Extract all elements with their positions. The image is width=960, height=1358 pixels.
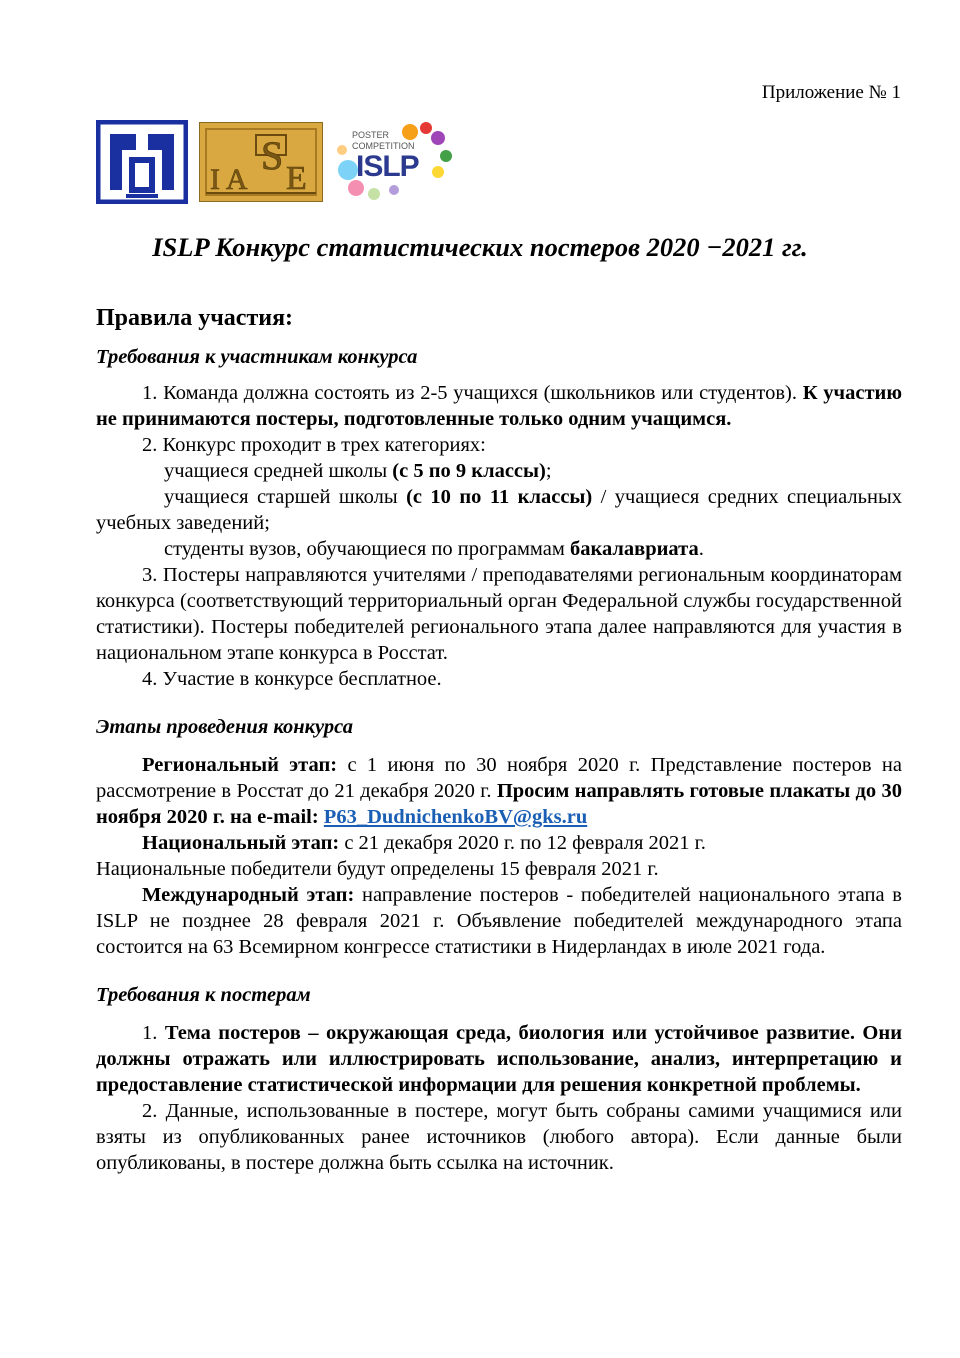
poster-requirement-1: 1. Тема постеров – окружающая среда, биология или устойчивое развитие. Они должны отражать или иллюстрировать использование, анализ, интерпретацию и предоставление статистической информации для решения конкретной проблемы. [96, 1022, 902, 1096]
svg-text:E: E [286, 160, 307, 197]
email-link[interactable]: P63_DudnichenkoBV@gks.ru [323, 806, 588, 828]
iase-logo [199, 122, 323, 202]
international-stage: Международный этап: направление постеров - победителей национального этапа в ISLP не позднее 28 февраля 2021 г. Объявление победителей международного этапа состоится на 63 Всемирном конгрессе статистики в Нидерландах в июле 2021 года. [96, 884, 902, 958]
appendix-label: Приложение № 1 [761, 82, 901, 103]
participants-item-2: 2. Конкурс проходит в трех категориях: [142, 434, 486, 456]
category-1: учащиеся средней школы (с 5 по 9 классы); [164, 460, 552, 482]
isi-logo [96, 120, 188, 204]
national-stage: Национальный этап: с 21 декабря 2020 г. по 12 февраля 2021 г. [142, 832, 706, 854]
poster-requirement-2: 2. Данные, использованные в постере, могут быть собраны самими учащимися или взяты из опубликованных ранее источников (любого автора). Если данные были опубликованы, в постере должна быть ссылка на источник. [96, 1100, 903, 1174]
islp-logo-caption: POSTER COMPETITION [352, 130, 415, 151]
document-body [96, 302, 902, 1176]
participants-item-1: 1. Команда должна состоять из 2-5 учащихся (школьников или студентов). К участию не принимаются постеры, подготовленные только одним учащимся. [96, 382, 903, 430]
regional-stage: Региональный этап: с 1 июня по 30 ноября 2020 г. Представление постеров на рассмотрение в Росстат до 21 декабря 2020 г. Просим направлять готовые плакаты до 30 ноября 2020 г. на e-mail: P63_DudnichenkoBV@gks.ru [96, 754, 902, 828]
islp-logo-text: ISLP [356, 150, 419, 183]
category-2: учащиеся старшей школы (с 10 по 11 классы) / учащиеся средних специальных учебных заведений; [96, 486, 902, 534]
stages-heading: Этапы проведения конкурса [96, 716, 353, 738]
participants-item-3: 3. Постеры направляются учителями / преподавателями региональным координаторам конкурса (соответствующий территориальный орган Федеральной службы государственной статистики). Постеры победителей регионального этапа далее направляются для участия в национальном этапе конкурса в Росстат. [96, 564, 903, 664]
category-3: студенты вузов, обучающиеся по программам бакалавриата. [164, 538, 704, 560]
svg-text:I A: I A [210, 163, 248, 196]
participants-heading: Требования к участникам конкурса [96, 346, 418, 368]
poster-requirements-heading: Требования к постерам [96, 984, 311, 1006]
national-winners: Национальные победители будут определены 15 февраля 2021 г. [96, 858, 659, 880]
svg-text:S: S [261, 133, 284, 178]
rules-heading: Правила участия: [96, 305, 294, 331]
participants-item-4: 4. Участие в конкурсе бесплатное. [142, 668, 442, 690]
islp-logo [334, 120, 456, 204]
document-title: ISLP Конкурс статистических постеров 2020 −2021 гг. [152, 232, 808, 262]
